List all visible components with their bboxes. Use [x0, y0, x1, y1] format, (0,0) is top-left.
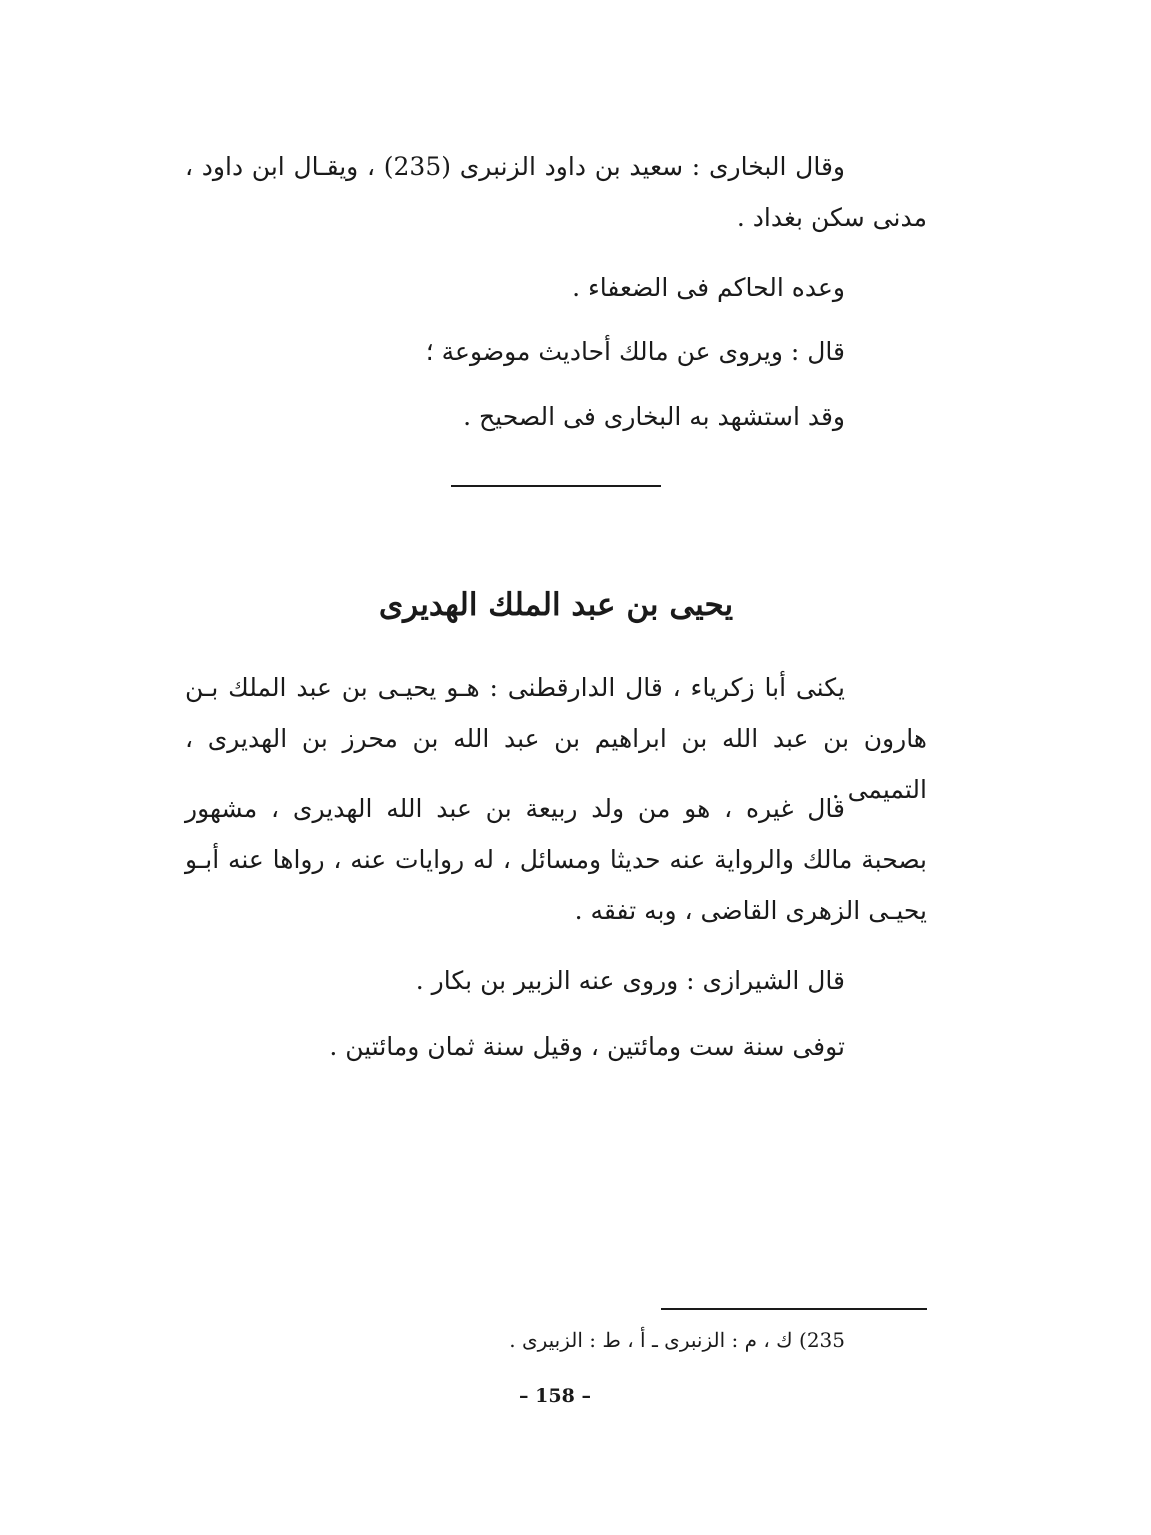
line-shirazi: قال الشيرازى : وروى عنه الزبير بن بكار .	[415, 966, 845, 995]
page-number-value: 158	[535, 1385, 575, 1407]
paragraph-bukhari: وقال البخارى : سعيد بن داود الزنبرى (235) ، ويقـال ابن داود ، مدنى سكن بغداد .	[185, 152, 927, 232]
page-number-dash-left: –	[519, 1385, 529, 1407]
footnote-235: 235) ك ، م : الزنبرى ـ أ ، ط : الزبيرى .	[509, 1328, 845, 1352]
paragraph-kunya: يكنى أبا زكرياء ، قال الدارقطنى : هـو يحيـى بن عبد الملك بـن هارون بن عبد الله بن ابراهيم بن عبد الله بن محرز بن الهديرى ، التميمى .	[185, 673, 927, 804]
section-title: يحيى بن عبد الملك الهديرى	[378, 587, 734, 623]
paragraph-lineage: قال غيره ، هو من ولد ربيعة بن عبد الله الهديرى ، مشهور بصحبة مالك والرواية عنه حديثا ومسائل ، له روايات عنه ، رواها عنه أبـو يحيـى الزهرى القاضى ، وبه تفقه .	[185, 794, 927, 925]
section-separator	[451, 485, 661, 487]
line-malik-hadith: قال : ويروى عن مالك أحاديث موضوعة ؛	[425, 337, 845, 366]
line-hakim: وعده الحاكم فى الضعفاء .	[572, 273, 845, 302]
page-number-dash-right: –	[581, 1385, 591, 1407]
footnote-rule	[661, 1308, 927, 1310]
page-number	[500, 1378, 610, 1414]
line-death: توفى سنة ست ومائتين ، وقيل سنة ثمان ومائتين .	[329, 1032, 845, 1061]
line-sahih: وقد استشهد به البخارى فى الصحيح .	[463, 402, 845, 431]
